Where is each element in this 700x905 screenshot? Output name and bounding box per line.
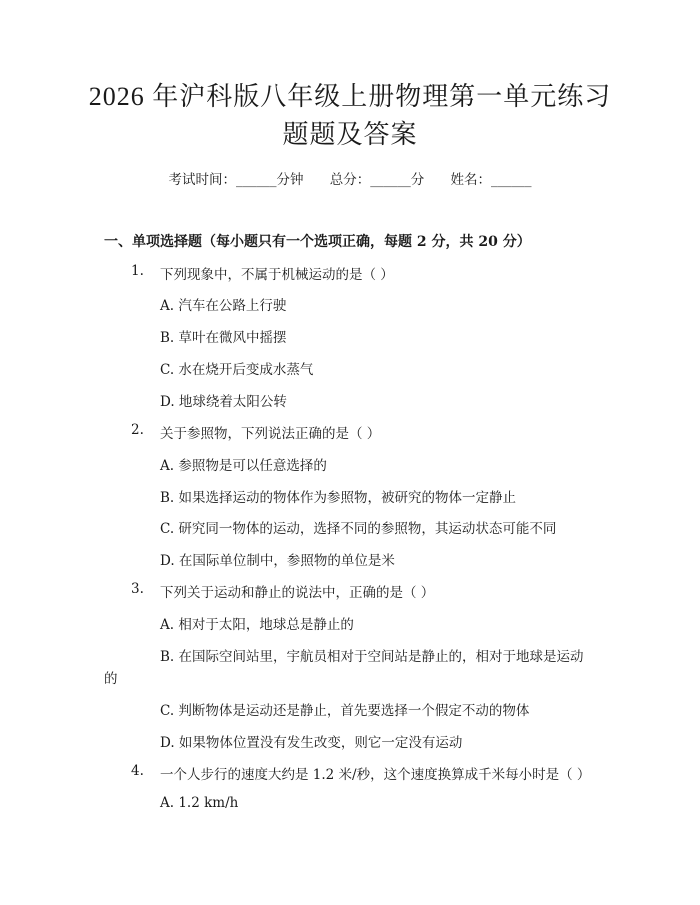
exam-meta (0, 168, 700, 188)
title-line-1: 2026 年沪科版八年级上册物理第一单元练习 (88, 82, 612, 111)
option-b-wrap: 的 (104, 671, 118, 687)
title-line-2: 题题及答案 (282, 120, 418, 149)
option-b: B. 草叶在微风中摇摆 (160, 330, 287, 346)
option-a: A. 汽车在公路上行驶 (160, 298, 287, 314)
question-text: 下列关于运动和静止的说法中，正确的是（ ） (160, 585, 435, 601)
question-text: 下列现象中，不属于机械运动的是（ ） (160, 267, 394, 283)
option-b: B. 在国际空间站里，宇航员相对于空间站是静止的，相对于地球是运动 (160, 649, 584, 665)
option-c: C. 研究同一物体的运动，选择不同的参照物，其运动状态可能不同 (160, 521, 557, 537)
option-d: D. 如果物体位置没有发生改变，则它一定没有运动 (160, 735, 463, 751)
option-a: A. 1.2 km/h (160, 795, 239, 811)
student-name: 姓名：______ (450, 172, 532, 188)
question-text: 一个人步行的速度大约是 1.2 米/秒，这个速度换算成千米每小时是（ ） (160, 767, 591, 783)
option-d: D. 地球绕着太阳公转 (160, 394, 287, 410)
option-c: C. 水在烧开后变成水蒸气 (160, 362, 314, 378)
question-text: 关于参照物，下列说法正确的是（ ） (160, 426, 381, 442)
total-score: 总分：______分 (329, 172, 425, 188)
option-a: A. 参照物是可以任意选择的 (160, 458, 327, 474)
option-d: D. 在国际单位制中，参照物的单位是米 (160, 553, 395, 569)
exam-time: 考试时间：______分钟 (168, 172, 304, 188)
option-c: C. 判断物体是运动还是静止，首先要选择一个假定不动的物体 (160, 703, 530, 719)
question-number: 4. (131, 763, 144, 779)
question-number: 1. (131, 263, 144, 279)
question-number: 2. (131, 422, 144, 438)
document-title (60, 78, 640, 154)
section-heading: 一、单项选择题（每小题只有一个选项正确，每题 2 分，共 20 分） (104, 234, 531, 250)
option-b: B. 如果选择运动的物体作为参照物，被研究的物体一定静止 (160, 490, 517, 506)
option-a: A. 相对于太阳，地球总是静止的 (160, 617, 354, 633)
question-number: 3. (131, 581, 144, 597)
